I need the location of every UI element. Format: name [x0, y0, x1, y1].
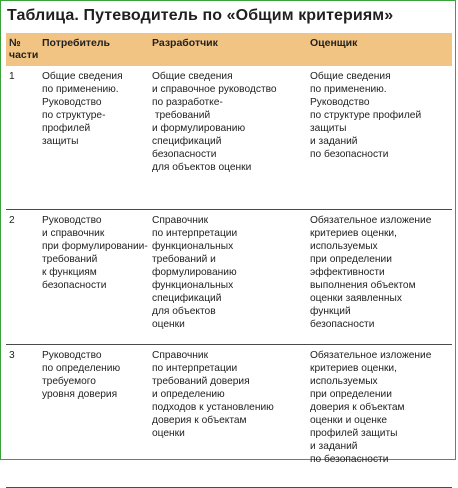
cell-text-line: Общие сведения: [42, 71, 123, 82]
cell-evaluator: [310, 214, 431, 331]
cell-text-line: защиты: [310, 123, 347, 134]
cell-text-line: по разработке-: [152, 97, 223, 108]
cell-text-line: критериев оценки,: [310, 363, 397, 374]
cell-text-line: Руководство: [310, 97, 370, 108]
cell-text-line: по применению.: [310, 84, 387, 95]
cell-text-line: оценки: [152, 319, 185, 330]
cell-text-line: Справочник: [152, 215, 209, 226]
table-body: [6, 66, 452, 488]
table-header-row: [6, 33, 452, 66]
cell-text-line: доверия к объектам: [310, 402, 405, 413]
cell-text-line: критериев оценки,: [310, 228, 397, 239]
cell-part-number: 1: [9, 71, 15, 82]
cell-text-line: при определении: [310, 254, 392, 265]
cell-text-line: Справочник: [152, 350, 209, 361]
cell-text-line: профилей защиты: [310, 428, 398, 439]
cell-text-line: по определению: [42, 363, 121, 374]
table-row: [6, 345, 452, 488]
cell-text-line: и справочное руководство: [152, 84, 277, 95]
cell-text-line: используемых: [310, 241, 378, 252]
cell-text-line: для объектов: [152, 306, 216, 317]
cell-text-line: к функциям: [42, 267, 97, 278]
cell-text-line: профилей: [42, 123, 91, 134]
cell-text-line: выполнения объектом: [310, 280, 416, 291]
cell-text-line: и формулированию: [152, 123, 246, 134]
cell-text-line: требований: [152, 110, 211, 121]
cell-part-number: 2: [9, 215, 15, 226]
cell-text-line: уровня доверия: [42, 389, 118, 400]
guide-table: [6, 33, 452, 488]
cell-text-line: Руководство: [42, 215, 102, 226]
cell-text-line: оценки: [152, 428, 185, 439]
cell-text-line: доверия к объектам: [152, 415, 247, 426]
cell-text-line: оценки заявленных: [310, 293, 402, 304]
cell-text-line: при формулировании-: [42, 241, 148, 252]
cell-text-line: по безопасности: [310, 149, 389, 160]
cell-text-line: функциональных: [152, 280, 234, 291]
cell-text-line: безопасности: [152, 149, 217, 160]
table-row: [6, 210, 452, 345]
header-evaluator: Оценщик: [310, 37, 358, 49]
cell-text-line: безопасности: [310, 319, 375, 330]
cell-text-line: требований доверия: [152, 376, 250, 387]
cell-text-line: требований и: [152, 254, 216, 265]
cell-text-line: функций: [310, 306, 351, 317]
cell-text-line: и справочник: [42, 228, 105, 239]
cell-evaluator: [310, 70, 421, 161]
cell-developer: [152, 70, 277, 174]
cell-text-line: эффективности: [310, 267, 385, 278]
header-developer: Разработчик: [152, 37, 218, 49]
cell-text-line: Обязательное изложение: [310, 350, 432, 361]
cell-text-line: по структуре профилей: [310, 110, 422, 121]
cell-text-line: защиты: [42, 136, 79, 147]
header-num-line2: части: [9, 49, 39, 61]
cell-text-line: требуемого: [42, 376, 96, 387]
cell-text-line: подходов к установлению: [152, 402, 274, 413]
table-row: [6, 66, 452, 210]
cell-consumer: [42, 70, 123, 148]
cell-text-line: спецификаций: [152, 136, 222, 147]
cell-text-line: формулированию: [152, 267, 237, 278]
cell-text-line: безопасности: [42, 280, 107, 291]
cell-text-line: оценки и оценке: [310, 415, 388, 426]
cell-text-line: и заданий: [310, 441, 358, 452]
cell-text-line: по структуре-: [42, 110, 106, 121]
cell-text-line: Общие сведения: [152, 71, 233, 82]
cell-text-line: по применению.: [42, 84, 119, 95]
cell-text-line: Обязательное изложение: [310, 215, 432, 226]
header-num-line1: №: [9, 37, 21, 49]
cell-text-line: функциональных: [152, 241, 234, 252]
cell-text-line: для объектов оценки: [152, 162, 252, 173]
cell-text-line: и определению: [152, 389, 225, 400]
cell-developer: [152, 214, 237, 331]
cell-consumer: [42, 214, 148, 292]
cell-text-line: Общие сведения: [310, 71, 391, 82]
cell-developer: [152, 349, 274, 440]
cell-text-line: Руководство: [42, 97, 102, 108]
page-title: Таблица. Путеводитель по «Общим критериям»: [7, 7, 394, 24]
cell-text-line: используемых: [310, 376, 378, 387]
cell-text-line: по интерпретации: [152, 363, 238, 374]
cell-evaluator: [310, 349, 431, 466]
cell-text-line: спецификаций: [152, 293, 222, 304]
cell-text-line: по интерпретации: [152, 228, 238, 239]
cell-consumer: [42, 349, 120, 401]
cell-text-line: при определении: [310, 389, 392, 400]
cell-text-line: Руководство: [42, 350, 102, 361]
cell-part-number: 3: [9, 350, 15, 361]
header-part-number: [9, 37, 38, 61]
header-consumer: Потребитель: [42, 37, 111, 49]
cell-text-line: и заданий: [310, 136, 358, 147]
cell-text-line: требований: [42, 254, 98, 265]
cell-text-line: по безопасности: [310, 454, 389, 465]
